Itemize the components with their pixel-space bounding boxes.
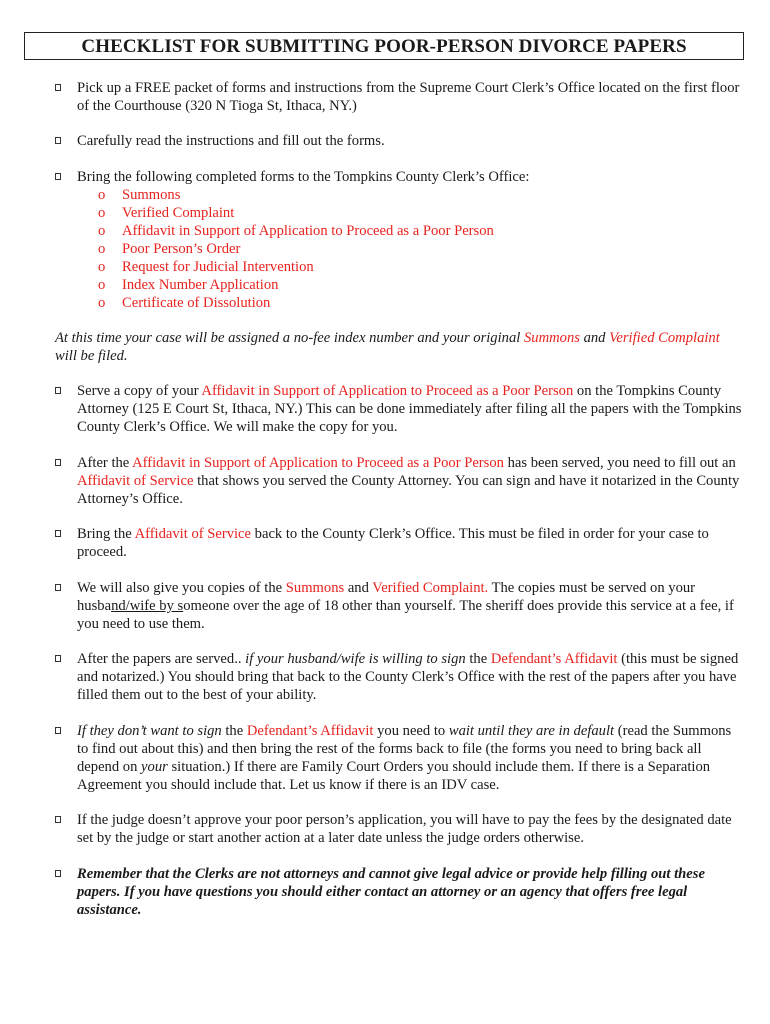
note-verified-complaint: Verified Complaint <box>609 330 720 346</box>
bullet-icon: o <box>98 295 106 311</box>
affidavit-poor-person-link: Affidavit in Support of Application to Proceed as a Poor Person <box>201 383 574 399</box>
note-text: will be filed. <box>55 348 128 364</box>
checkbox-icon <box>55 584 61 591</box>
text-run: you need to <box>373 723 449 739</box>
checklist-item-text <box>77 382 745 436</box>
form-name: Index Number Application <box>122 277 279 293</box>
checklist-item-text <box>77 722 745 794</box>
form-list-item <box>98 276 278 294</box>
checklist-item-copies-served <box>55 579 745 633</box>
text-run: The copies must be served on your husba <box>77 580 696 614</box>
form-name: Poor Person’s Order <box>122 241 241 257</box>
checklist-item-judge-approval <box>55 811 745 847</box>
checklist-item-text <box>77 579 745 633</box>
checkbox-icon <box>55 387 61 394</box>
bullet-icon: o <box>98 223 106 239</box>
checklist-item-willing-to-sign <box>55 650 745 704</box>
checklist-item-text: If the judge doesn’t approve your poor person’s application, you will have to pay the fees by the designated date set by the judge or start another action at a later date unless the judge orders otherwise. <box>77 812 732 846</box>
bullet-icon: o <box>98 259 106 275</box>
form-name: Request for Judicial Intervention <box>122 259 314 275</box>
checklist-item-text <box>77 525 745 561</box>
form-list-item <box>98 240 240 258</box>
text-run: that shows you served the County Attorney. You can sign and have it notarized in the County Attorney’s Office. <box>77 473 740 507</box>
affidavit-of-service-link: Affidavit of Service <box>77 473 194 489</box>
checklist-item-text <box>77 650 745 704</box>
disclaimer-text: Remember that the Clerks are not attorneys and cannot give legal advice or provide help filling out these papers. If you have questions you should either contact an attorney or an agency that offers free legal assistance. <box>77 866 705 918</box>
note-text: At this time your case will be assigned a no-fee index number and your original <box>55 330 524 346</box>
underlined-text: nd/wife by s <box>111 598 184 614</box>
text-run: omeone over the age of 18 other than yourself. The sheriff does provide this service at a fee, if you need to use them. <box>77 598 734 632</box>
text-run: After the papers are served.. <box>77 651 246 667</box>
text-run: on the Tompkins County Attorney (125 E Court St, Ithaca, NY.) This can be done immediately after filing all the papers with the Tompkins County Clerk’s Office. We will make the copy for you. <box>77 383 742 435</box>
defendants-affidavit-link: Defendant’s Affidavit <box>490 651 618 667</box>
checklist-item-file-service <box>55 525 745 561</box>
checkbox-icon <box>55 530 61 537</box>
checklist-item-serve-copy <box>55 382 745 436</box>
italic-text: wait until they are in default <box>448 723 615 739</box>
checkbox-icon <box>55 137 61 144</box>
italic-text: your <box>141 759 168 775</box>
checkbox-icon <box>55 459 61 466</box>
form-list-item <box>98 204 234 222</box>
checklist-item-read-instructions <box>55 132 745 150</box>
checklist-item-text <box>77 454 745 508</box>
checklist-item-text: Carefully read the instructions and fill out the forms. <box>77 133 385 149</box>
text-run: We will also give you copies of the <box>77 580 286 596</box>
form-name: Verified Complaint <box>122 205 235 221</box>
text-run: situation.) If there are Family Court Orders you should include them. If there is a Separation Agreement you should include that. Let us know if there is an IDV case. <box>77 759 711 793</box>
italic-text: If they don’t want to sign <box>77 723 222 739</box>
form-name: Certificate of Dissolution <box>122 295 271 311</box>
form-name: Summons <box>122 187 181 203</box>
bullet-icon: o <box>98 241 106 257</box>
text-run: Serve a copy of your <box>77 383 202 399</box>
form-list-item <box>98 186 180 204</box>
italic-text: if your husband/wife is willing to sign <box>245 651 466 667</box>
checkbox-icon <box>55 655 61 662</box>
text-run: has been served, you need to fill out an <box>503 455 736 471</box>
checklist-item-text: Pick up a FREE packet of forms and instructions from the Supreme Court Clerk’s Office located on the first floor of the Courthouse (320 N Tioga St, Ithaca, NY.) <box>77 80 740 114</box>
text-run: and <box>344 580 373 596</box>
form-name: Affidavit in Support of Application to Proceed as a Poor Person <box>122 223 494 239</box>
affidavit-of-service-link: Affidavit of Service <box>134 526 252 542</box>
checklist-item-affidavit-of-service <box>55 454 745 508</box>
note-text: and <box>579 330 610 346</box>
checklist-item-text: Bring the following completed forms to the Tompkins County Clerk’s Office: <box>77 169 530 185</box>
checklist-item-default <box>55 722 745 794</box>
index-number-note <box>55 329 745 365</box>
form-list-item <box>98 222 494 240</box>
text-run: the <box>465 651 491 667</box>
text-run: After the <box>77 455 133 471</box>
checklist-item-clerks-disclaimer <box>55 865 745 919</box>
form-list-item <box>98 294 270 312</box>
bullet-icon: o <box>98 205 106 221</box>
checkbox-icon <box>55 84 61 91</box>
note-summons: Summons <box>523 330 580 346</box>
checkbox-icon <box>55 870 61 877</box>
page-title: CHECKLIST FOR SUBMITTING POOR-PERSON DIVORCE PAPERS <box>24 32 744 60</box>
text-run: Bring the <box>77 526 135 542</box>
affidavit-poor-person-link: Affidavit in Support of Application to Proceed as a Poor Person <box>132 455 504 471</box>
checklist-item-bring-forms <box>55 168 745 186</box>
summons-link: Summons <box>285 580 345 596</box>
form-list-item <box>98 258 314 276</box>
text-run: (read the Summons to find out about this) and then bring the rest of the forms back to file (the forms you need to bring back all depend on <box>77 723 732 775</box>
text-run: back to the County Clerk’s Office. This must be filed in order for your case to proceed. <box>77 526 709 560</box>
verified-complaint-link: Verified Complaint. <box>372 580 489 596</box>
checkbox-icon <box>55 727 61 734</box>
checklist-item-pick-up-packet <box>55 79 745 115</box>
bullet-icon: o <box>98 277 106 293</box>
defendants-affidavit-link: Defendant’s Affidavit <box>246 723 374 739</box>
checkbox-icon <box>55 173 61 180</box>
bullet-icon: o <box>98 187 106 203</box>
checkbox-icon <box>55 816 61 823</box>
text-run: the <box>221 723 247 739</box>
text-run: (this must be signed and notarized.) You should bring that back to the County Clerk’s Office with the rest of the papers after you have filled them out to the best of your ability. <box>77 651 739 703</box>
